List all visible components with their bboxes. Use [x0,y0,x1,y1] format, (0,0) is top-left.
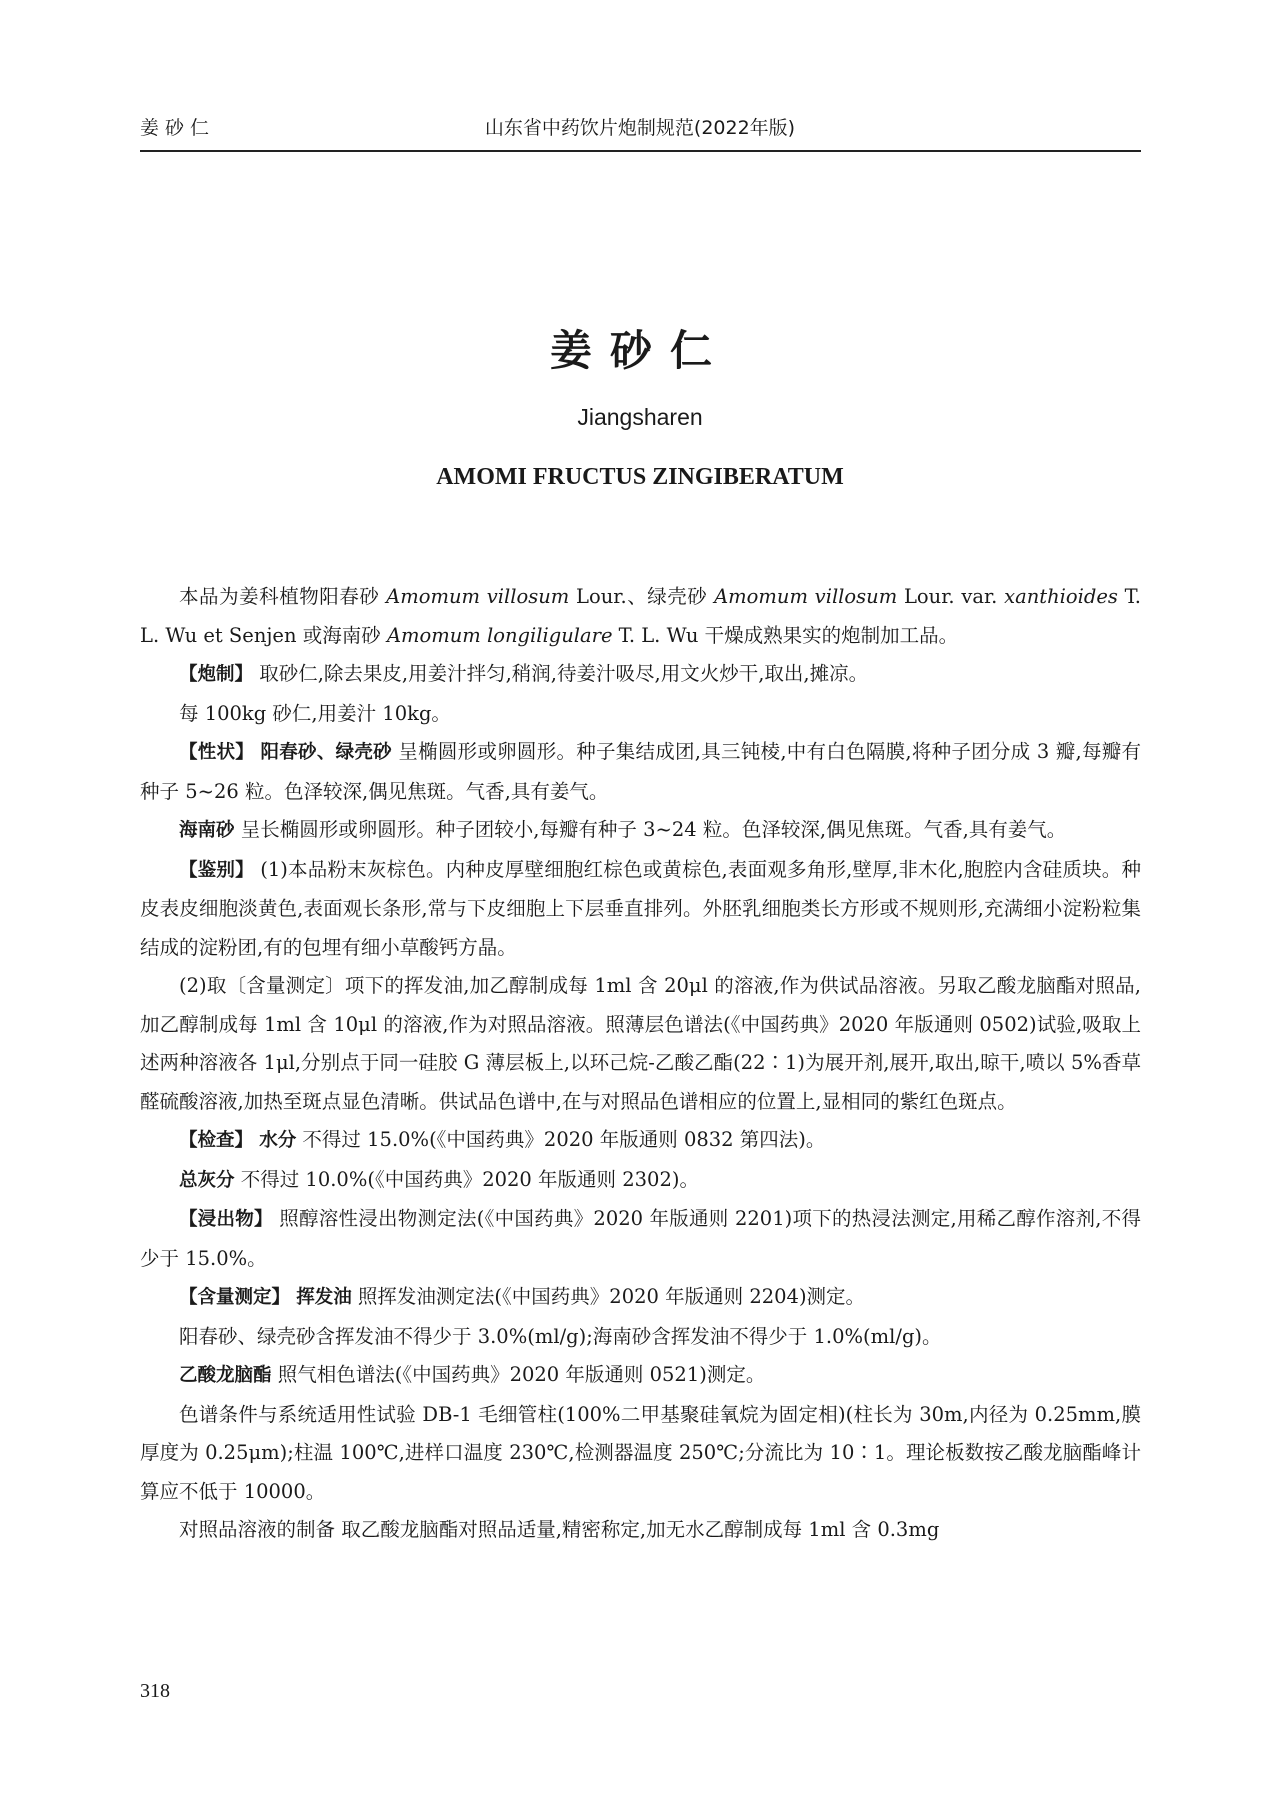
text-run: T. L. Wu 干燥成熟果实的炮制加工品。 [612,623,959,647]
text-run: 取砂仁,除去果皮,用姜汁拌匀,稍润,待姜汁吸尽,用文火炒干,取出,摊凉。 [253,662,869,685]
page-number: 318 [140,1680,170,1702]
text-run: 照醇溶性浸出物测定法(《中国药典》2020 年版通则 2201)项下的热浸法测定,用稀乙醇作溶剂,不得少于 15.0%。 [140,1207,1141,1270]
text-run: Lour.、绿壳砂 [569,585,715,608]
text-run: 阳春砂、绿壳砂含挥发油不得少于 3.0%(ml/g);海南砂含挥发油不得少于 1.0%(ml/g)。 [179,1324,942,1348]
body-paragraph [140,967,1141,1121]
latin-species-name: Amomum villosum [386,585,570,608]
text-run: 本品为姜科植物阳春砂 [179,585,387,608]
bold-heading: 总灰分 [179,1169,235,1191]
latin-species-name: Amomum longiligulare [386,623,613,647]
body-paragraph [140,1121,1141,1161]
bold-heading: 乙酸龙脑酯 [179,1365,272,1386]
bold-heading: 阳春砂、绿壳砂 [260,742,392,763]
latin-species-name: Amomum villosum [714,585,898,608]
text-run: 不得过 15.0%(《中国药典》2020 年版通则 0832 第四法)。 [296,1128,826,1151]
body-paragraph [140,1161,1141,1201]
body-paragraph [140,655,1141,695]
body-paragraph [140,1318,1141,1357]
body-paragraph [140,695,1141,734]
bold-heading: 海南砂 [179,820,235,841]
running-header-title: 山东省中药饮片炮制规范(2022年版) [484,117,796,139]
text-run: 色谱条件与系统适用性试验 DB-1 毛细管柱(100%二甲基聚硅氧烷为固定相)(柱长为 30m,内径为 0.25mm,膜厚度为 0.25μm);柱温 100℃,进样口温度 230℃,检测器温度 250℃;分流比为 10∶1。理论板数按乙酸龙脑酯峰计算应不低于 10000。 [140,1402,1141,1503]
bold-heading: 挥发油 [296,1287,352,1308]
bold-heading: 【含量测定】 [179,1287,291,1308]
bold-heading: 【浸出物】 [179,1209,273,1230]
text-run: 呈椭圆形或卵圆形。种子集结成团,具三钝棱,中有白色隔膜,将种子团分成 3 瓣,每瓣有种子 5~26 粒。色泽较深,偶见焦斑。气香,具有姜气。 [140,740,1141,803]
text-run: 不得过 10.0%(《中国药典》2020 年版通则 2302)。 [234,1167,699,1191]
text-run: 每 100kg 砂仁,用姜汁 10kg。 [179,701,451,725]
bold-heading: 【性状】 [179,742,255,763]
text-run: Lour. var. [897,585,1005,608]
text-run: (2)取〔含量测定〕项下的挥发油,加乙醇制成每 1ml 含 20μl 的溶液,作为供试品溶液。另取乙酸龙脑酯对照品,加乙醇制成每 1ml 含 10μl 的溶液,作为对照品溶液。照薄层色谱法(《中国药典》2020 年版通则 0502)试验,吸取上述两种溶液各 1μl,分别点于同一硅胶 G 薄层板上,以环己烷-乙酸乙酯(22∶1)为展开剂,展开,取出,晾干,喷以 5%香草醛硫酸溶液,加热至斑点显色清晰。供试品色谱中,在与对照品色谱相应的位置上,显相同的紫红色斑点。 [140,974,1141,1113]
latin-species-name: xanthioides [1004,585,1118,608]
body-paragraph [140,1396,1141,1512]
pinyin-name: Jiangsharen [577,404,703,430]
text-run: 呈长椭圆形或卵圆形。种子团较小,每瓣有种子 3~24 粒。色泽较深,偶见焦斑。气香,具有姜气。 [234,818,1067,841]
latin-name: AMOMI FRUCTUS ZINGIBERATUM [436,464,844,490]
text-run: T. L. Wu et Senjen 或海南砂 [140,585,1142,647]
body-paragraph [140,851,1141,968]
bold-heading: 【炮制】 [179,664,254,685]
body-paragraph [140,1278,1141,1318]
body-paragraph [140,733,1141,811]
running-header-left: 姜砂仁 [140,117,216,139]
body-paragraph [140,1200,1141,1278]
bold-heading: 【检查】 [179,1130,254,1151]
body-paragraph [140,578,1141,655]
text-run: 照挥发油测定法(《中国药典》2020 年版通则 2204)测定。 [351,1285,866,1308]
text-run: 照气相色谱法(《中国药典》2020 年版通则 0521)测定。 [271,1363,766,1386]
bold-heading: 【鉴别】 [179,859,254,881]
monograph-body [140,578,1141,1550]
body-paragraph [140,811,1141,851]
body-paragraph [140,1511,1141,1550]
text-run: 对照品溶液的制备 取乙酸龙脑酯对照品适量,精密称定,加无水乙醇制成每 1ml 含 0.3mg [179,1518,940,1541]
text-run: (1)本品粉末灰棕色。内种皮厚壁细胞红棕色或黄棕色,表面观多角形,壁厚,非木化,胞腔内含硅质块。种皮表皮细胞淡黄色,表面观长条形,常与下皮细胞上下层垂直排列。外胚乳细胞类长方形或不规则形,充满细小淀粉粒集结成的淀粉团,有的包埋有细小草酸钙方晶。 [140,857,1141,959]
bold-heading: 水分 [259,1130,297,1151]
header-rule [140,150,1141,152]
page-title: 姜砂仁 [549,326,730,375]
body-paragraph [140,1356,1141,1396]
